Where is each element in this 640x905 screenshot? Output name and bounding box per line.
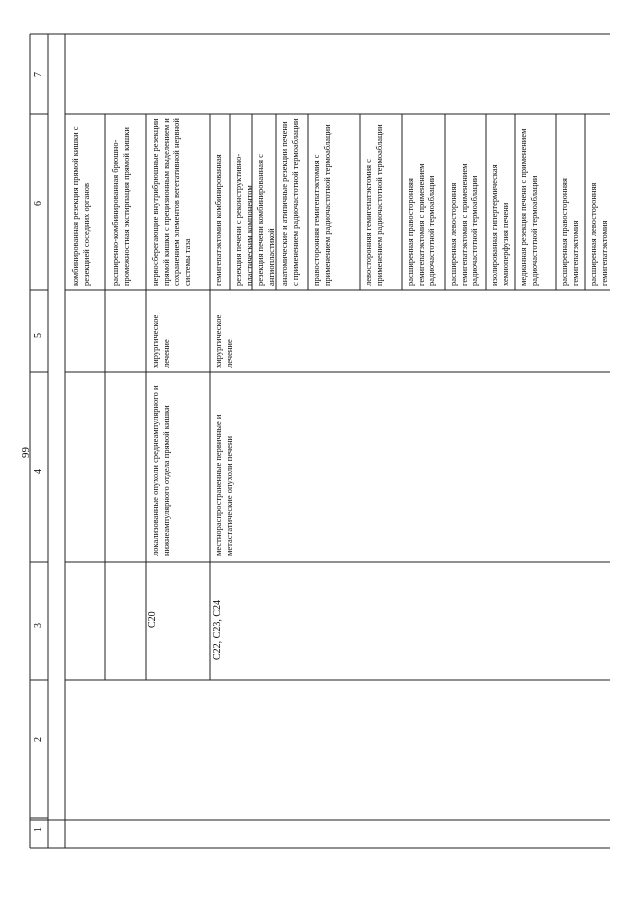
method-cell: изолированная гипертермическая хемиоперфузия печени	[489, 164, 510, 286]
page-number: 99	[20, 447, 32, 458]
method-cell: левосторонняя гемигепатэктомия с применением радиочастотной термоаблации	[363, 124, 384, 286]
treatment-cell: хирургическое лечение	[213, 314, 234, 368]
method-cell: расширенная правосторонняя гемигепатэктомия с применением радиочастотной термоаблации	[405, 163, 436, 286]
method-cell: расширенная правосторонняя гемигепатэктомия	[559, 178, 580, 286]
treatment-cell: хирургическое лечение	[150, 314, 171, 368]
icd-code: C20	[147, 611, 158, 628]
icd-code: C22, C23, C24	[212, 599, 223, 660]
diagnosis-cell: местнораспространенные первичные и метастатические опухоли печени	[213, 414, 234, 556]
col-header-5: 5	[33, 333, 44, 338]
col-header-7: 7	[33, 72, 44, 77]
col-header-1: 1	[33, 827, 44, 832]
method-cell: правосторонняя гемигепатэктомия с применением радиочастотной термоаблации	[311, 124, 332, 286]
method-cell: гемигепатэктомия комбинированная	[213, 154, 223, 286]
method-cell: комбинированная резекция прямой кишки с резекцией соседних органов	[70, 126, 91, 286]
method-cell: расширенно-комбинированная брюшно-промежностная экстирпация прямой кишки	[110, 127, 131, 286]
method-cell: медианная резекция печени с применением радиочастотной термоаблации	[518, 128, 539, 286]
diagnosis-cell: локализованные опухоли среднеампулярного и нижнеампулярного отдела прямой кишки	[150, 385, 171, 556]
method-cell: анатомические и атипичные резекции печени с применением радиочастотной термоаблации	[279, 118, 300, 286]
method-cell: расширенная левосторонняя гемигепатэктомия	[588, 182, 609, 286]
method-cell: нервосберегающие внутрибрюшные резекции прямой кишки с прецизионным выделением и сохранением элементов вегетативной нервной системы таза	[150, 118, 192, 286]
method-cell: резекция печени с реконструктивно-пластическим компонентом	[233, 153, 254, 286]
col-header-4: 4	[33, 469, 44, 474]
col-header-3: 3	[33, 623, 44, 628]
col-header-6: 6	[33, 201, 44, 206]
method-cell: резекция печени комбинированная с ангиопластикой	[255, 154, 276, 286]
method-cell: расширенная левосторонняя гемигепатэктомия с применением радиочастотной термоаблации	[448, 163, 479, 286]
col-header-2: 2	[33, 737, 44, 742]
